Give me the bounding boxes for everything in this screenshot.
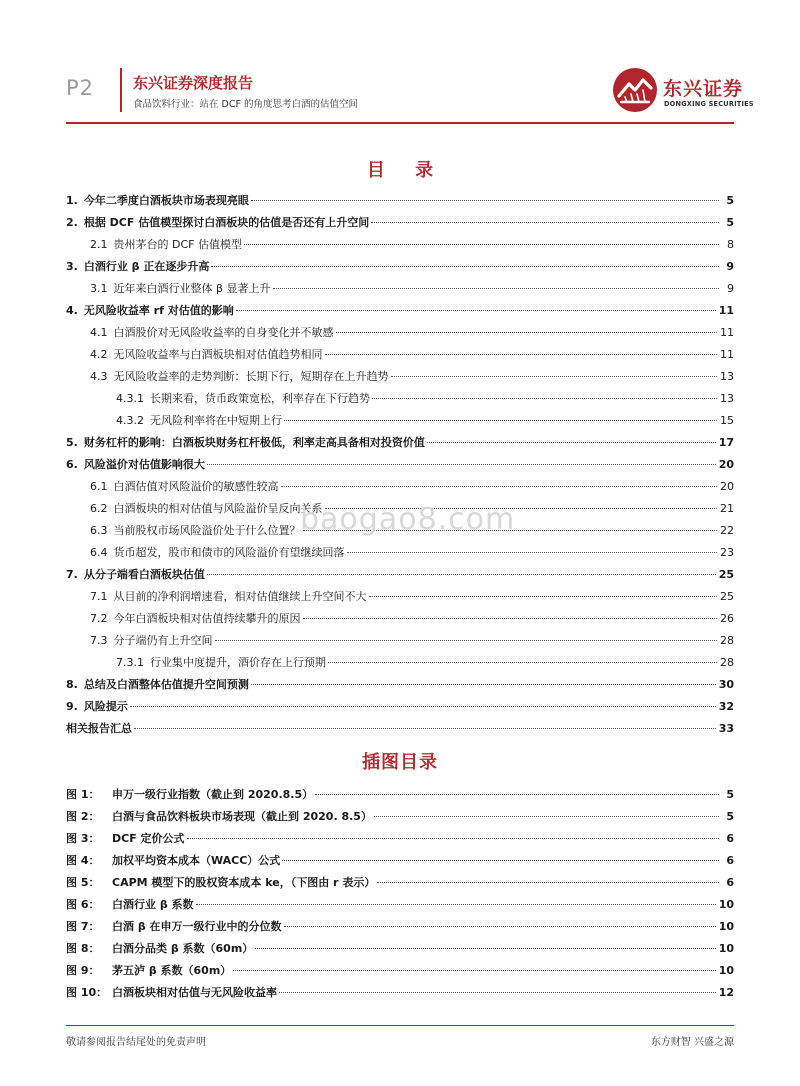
dot-leader	[215, 640, 718, 641]
entry-title: 白酒行业 β 正在逐步升高	[83, 260, 210, 273]
dot-leader	[251, 200, 719, 201]
entry-number: 2.	[66, 216, 78, 229]
entry-page-number: 11	[720, 326, 734, 339]
entry-number: 4.3	[90, 370, 108, 383]
entry-title: DCF 定价公式	[112, 832, 185, 845]
dot-leader	[255, 948, 715, 949]
entry-number: 图 2：	[66, 810, 100, 823]
entry-page-number: 25	[720, 590, 734, 603]
entry-page-number: 10	[718, 898, 734, 911]
entry-page-number: 26	[720, 612, 734, 625]
toc-entry[interactable]	[66, 432, 734, 454]
toc-entry[interactable]	[66, 410, 734, 432]
dot-leader	[377, 882, 719, 883]
entry-title: 白酒与食品饮料板块市场表现（截止到 2020. 8.5）	[112, 810, 372, 823]
entry-number: 图 6：	[66, 898, 100, 911]
entry-title: 白酒估值对风险溢价的敏感性较高	[113, 480, 279, 493]
entry-page-number: 6	[726, 832, 734, 845]
entry-number: 3.1	[90, 282, 108, 295]
toc-entry[interactable]	[66, 476, 734, 498]
toc-entry[interactable]	[66, 696, 734, 718]
dot-leader	[347, 552, 718, 553]
toc-list	[66, 190, 734, 740]
entry-title: 当前股权市场风险溢价处于什么位置？	[113, 524, 301, 537]
entry-number: 4.2	[90, 348, 108, 361]
entry-page-number: 13	[720, 392, 734, 405]
entry-title: 从目前的净利润增速看，相对估值继续上升空间不大	[113, 590, 367, 603]
entry-title: CAPM 模型下的股权资本成本 ke，（下图由 r 表示）	[112, 876, 376, 889]
entry-title: 白酒板块相对估值与无风险收益率	[112, 986, 277, 999]
logo-mark-icon	[611, 66, 659, 114]
entry-number: 图 10：	[66, 986, 108, 999]
entry-number: 6.4	[90, 546, 108, 559]
entry-page-number: 6	[726, 876, 734, 889]
entry-number: 6.3	[90, 524, 108, 537]
toc-entry[interactable]	[66, 212, 734, 234]
dot-leader	[391, 376, 718, 377]
toc-entry[interactable]	[66, 256, 734, 278]
entry-number: 2.1	[90, 238, 108, 251]
dot-leader	[427, 442, 716, 443]
entry-page-number: 6	[726, 854, 734, 867]
entry-number: 4.	[66, 304, 78, 317]
entry-number: 9.	[66, 700, 78, 713]
entry-title: 无风险收益率 rf 对估值的影响	[83, 304, 234, 317]
dot-leader	[372, 398, 717, 399]
entry-title: 行业集中度提升，酒价存在上行预期	[150, 656, 326, 669]
entry-title: 今年二季度白酒板块市场表现亮眼	[83, 194, 249, 207]
toc-entry[interactable]	[66, 652, 734, 674]
entry-page-number: 8	[727, 238, 734, 251]
entry-page-number: 12	[718, 986, 734, 999]
entry-page-number: 13	[720, 370, 734, 383]
entry-title: 总结及白酒整体估值提升空间预测	[83, 678, 249, 691]
entry-page-number: 28	[720, 634, 734, 647]
entry-title: 风险提示	[83, 700, 128, 713]
entry-number: 图 9：	[66, 964, 100, 977]
entry-number: 图 5：	[66, 876, 100, 889]
header-divider	[120, 68, 122, 112]
dot-leader	[251, 684, 716, 685]
dot-leader	[196, 904, 716, 905]
entry-title: 分子端仍有上升空间	[113, 634, 213, 647]
figure-entry[interactable]	[66, 916, 734, 938]
entry-page-number: 23	[720, 546, 734, 559]
entry-number: 5.	[66, 436, 78, 449]
entry-title: 今年白酒板块相对估值持续攀升的原因	[113, 612, 301, 625]
footer-slogan: 东方财智 兴盛之源	[650, 1037, 734, 1048]
entry-number: 6.2	[90, 502, 108, 515]
dot-leader	[187, 838, 719, 839]
entry-title: 风险溢价对估值影响很大	[83, 458, 205, 471]
dot-leader	[284, 926, 716, 927]
toc-entry[interactable]	[66, 388, 734, 410]
dot-leader	[282, 860, 719, 861]
figure-entry[interactable]	[66, 828, 734, 850]
toc-entry[interactable]	[66, 454, 734, 476]
entry-title: 长期来看，货币政策宽松，利率存在下行趋势	[150, 392, 370, 405]
toc-entry[interactable]	[66, 586, 734, 608]
toc-entry[interactable]	[66, 190, 734, 212]
entry-title: 白酒行业 β 系数	[112, 898, 194, 911]
toc-entry[interactable]	[66, 718, 734, 740]
entry-page-number: 30	[718, 678, 734, 691]
entry-page-number: 10	[718, 942, 734, 955]
dot-leader	[130, 706, 716, 707]
page-number: P2	[66, 76, 95, 100]
entry-title: 从分子端看白酒板块估值	[83, 568, 205, 581]
figure-list	[66, 784, 734, 1004]
entry-title: 相关报告汇总	[66, 722, 132, 735]
footer-disclaimer: 敬请参阅报告结尾处的免责声明	[66, 1037, 206, 1048]
entry-number: 4.1	[90, 326, 108, 339]
entry-number: 7.3	[90, 634, 108, 647]
entry-title: 无风险收益率与白酒板块相对估值趋势相同	[113, 348, 323, 361]
entry-number: 3.	[66, 260, 78, 273]
entry-number: 1.	[66, 194, 78, 207]
figure-entry[interactable]	[66, 960, 734, 982]
toc-heading: 目 录	[366, 160, 446, 181]
dot-leader	[273, 288, 719, 289]
entry-page-number: 5	[726, 216, 734, 229]
entry-number: 4.3.1	[116, 392, 144, 405]
dot-leader	[207, 574, 716, 575]
figure-entry[interactable]	[66, 938, 734, 960]
footer-rule	[66, 1025, 734, 1026]
entry-page-number: 20	[720, 480, 734, 493]
entry-title: 近年来白酒行业整体 β 显著上升	[113, 282, 271, 295]
entry-page-number: 32	[718, 700, 734, 713]
dot-leader	[279, 992, 716, 993]
company-logo	[611, 66, 754, 114]
entry-page-number: 15	[720, 414, 734, 427]
entry-page-number: 22	[720, 524, 734, 537]
entry-page-number: 11	[718, 304, 734, 317]
entry-number: 图 7：	[66, 920, 100, 933]
toc-entry[interactable]	[66, 234, 734, 256]
entry-number: 7.	[66, 568, 78, 581]
dot-leader	[371, 222, 719, 223]
dot-leader	[374, 816, 719, 817]
entry-title: 白酒 β 在申万一级行业中的分位数	[112, 920, 282, 933]
entry-number: 图 3：	[66, 832, 100, 845]
toc-entry[interactable]	[66, 278, 734, 300]
figure-entry[interactable]	[66, 894, 734, 916]
entry-title: 白酒股价对无风险收益率的自身变化并不敏感	[113, 326, 334, 339]
logo-english-name: DONGXING SECURITIES	[664, 100, 754, 108]
toc-entry[interactable]	[66, 344, 734, 366]
dot-leader	[281, 486, 718, 487]
figure-entry[interactable]	[66, 806, 734, 828]
entry-page-number: 9	[726, 260, 734, 273]
report-title: 东兴证券深度报告	[133, 74, 254, 92]
figure-entry[interactable]	[66, 850, 734, 872]
toc-entry[interactable]	[66, 630, 734, 652]
entry-number: 7.3.1	[116, 656, 144, 669]
entry-page-number: 33	[718, 722, 734, 735]
header-rule	[66, 122, 734, 124]
watermark: baogao8.com	[300, 502, 516, 537]
entry-title: 申万一级行业指数（截止到 2020.8.5）	[112, 788, 314, 801]
toc-entry[interactable]	[66, 674, 734, 696]
dot-leader	[236, 310, 716, 311]
entry-page-number: 5	[726, 194, 734, 207]
entry-title: 财务杠杆的影响：白酒板块财务杠杆极低，利率走高具备相对投资价值	[83, 436, 425, 449]
entry-title: 贵州茅台的 DCF 估值模型	[113, 238, 242, 251]
dot-leader	[211, 266, 719, 267]
entry-number: 7.1	[90, 590, 108, 603]
figure-entry[interactable]	[66, 872, 734, 894]
dot-leader	[315, 794, 719, 795]
entry-title: 无风险利率将在中短期上行	[150, 414, 282, 427]
logo-chinese-name: 东兴证券	[663, 78, 744, 100]
entry-number: 8.	[66, 678, 78, 691]
dot-leader	[303, 618, 718, 619]
dot-leader	[134, 728, 716, 729]
entry-number: 图 8：	[66, 942, 100, 955]
toc-entry[interactable]	[66, 608, 734, 630]
entry-number: 6.1	[90, 480, 108, 493]
toc-entry[interactable]	[66, 564, 734, 586]
entry-title: 白酒分品类 β 系数（60m）	[112, 942, 254, 955]
entry-page-number: 28	[720, 656, 734, 669]
dot-leader	[244, 244, 719, 245]
dot-leader	[207, 464, 716, 465]
report-subtitle: 食品饮料行业：站在 DCF 的角度思考白酒的估值空间	[133, 99, 358, 110]
page-header	[0, 0, 800, 125]
entry-page-number: 11	[720, 348, 734, 361]
entry-page-number: 17	[718, 436, 734, 449]
toc-entry[interactable]	[66, 366, 734, 388]
entry-page-number: 5	[726, 810, 734, 823]
entry-page-number: 10	[718, 920, 734, 933]
entry-title: 根据 DCF 估值模型探讨白酒板块的估值是否还有上升空间	[83, 216, 370, 229]
figure-list-heading: 插图目录	[362, 752, 438, 773]
entry-title: 货币超发，股市和债市的风险溢价有望继续回落	[113, 546, 345, 559]
entry-number: 4.3.2	[116, 414, 144, 427]
toc-entry[interactable]	[66, 322, 734, 344]
entry-number: 图 4：	[66, 854, 100, 867]
toc-entry[interactable]	[66, 542, 734, 564]
figure-entry[interactable]	[66, 982, 734, 1004]
entry-title: 无风险收益率的走势判断：长期下行，短期存在上升趋势	[113, 370, 389, 383]
dot-leader	[328, 662, 717, 663]
entry-page-number: 20	[718, 458, 734, 471]
dot-leader	[325, 354, 718, 355]
dot-leader	[369, 596, 718, 597]
entry-page-number: 10	[718, 964, 734, 977]
entry-number: 图 1：	[66, 788, 100, 801]
dot-leader	[284, 420, 717, 421]
entry-page-number: 5	[726, 788, 734, 801]
dot-leader	[233, 970, 715, 971]
entry-page-number: 21	[720, 502, 734, 515]
entry-title: 加权平均资本成本（WACC）公式	[112, 854, 281, 867]
dot-leader	[336, 332, 718, 333]
toc-entry[interactable]	[66, 300, 734, 322]
entry-page-number: 25	[718, 568, 734, 581]
entry-title: 茅五泸 β 系数（60m）	[112, 964, 232, 977]
entry-number: 6.	[66, 458, 78, 471]
entry-page-number: 9	[727, 282, 734, 295]
entry-title: 白酒板块的相对估值与风险溢价呈反向关系	[113, 502, 323, 515]
entry-number: 7.2	[90, 612, 108, 625]
figure-entry[interactable]	[66, 784, 734, 806]
